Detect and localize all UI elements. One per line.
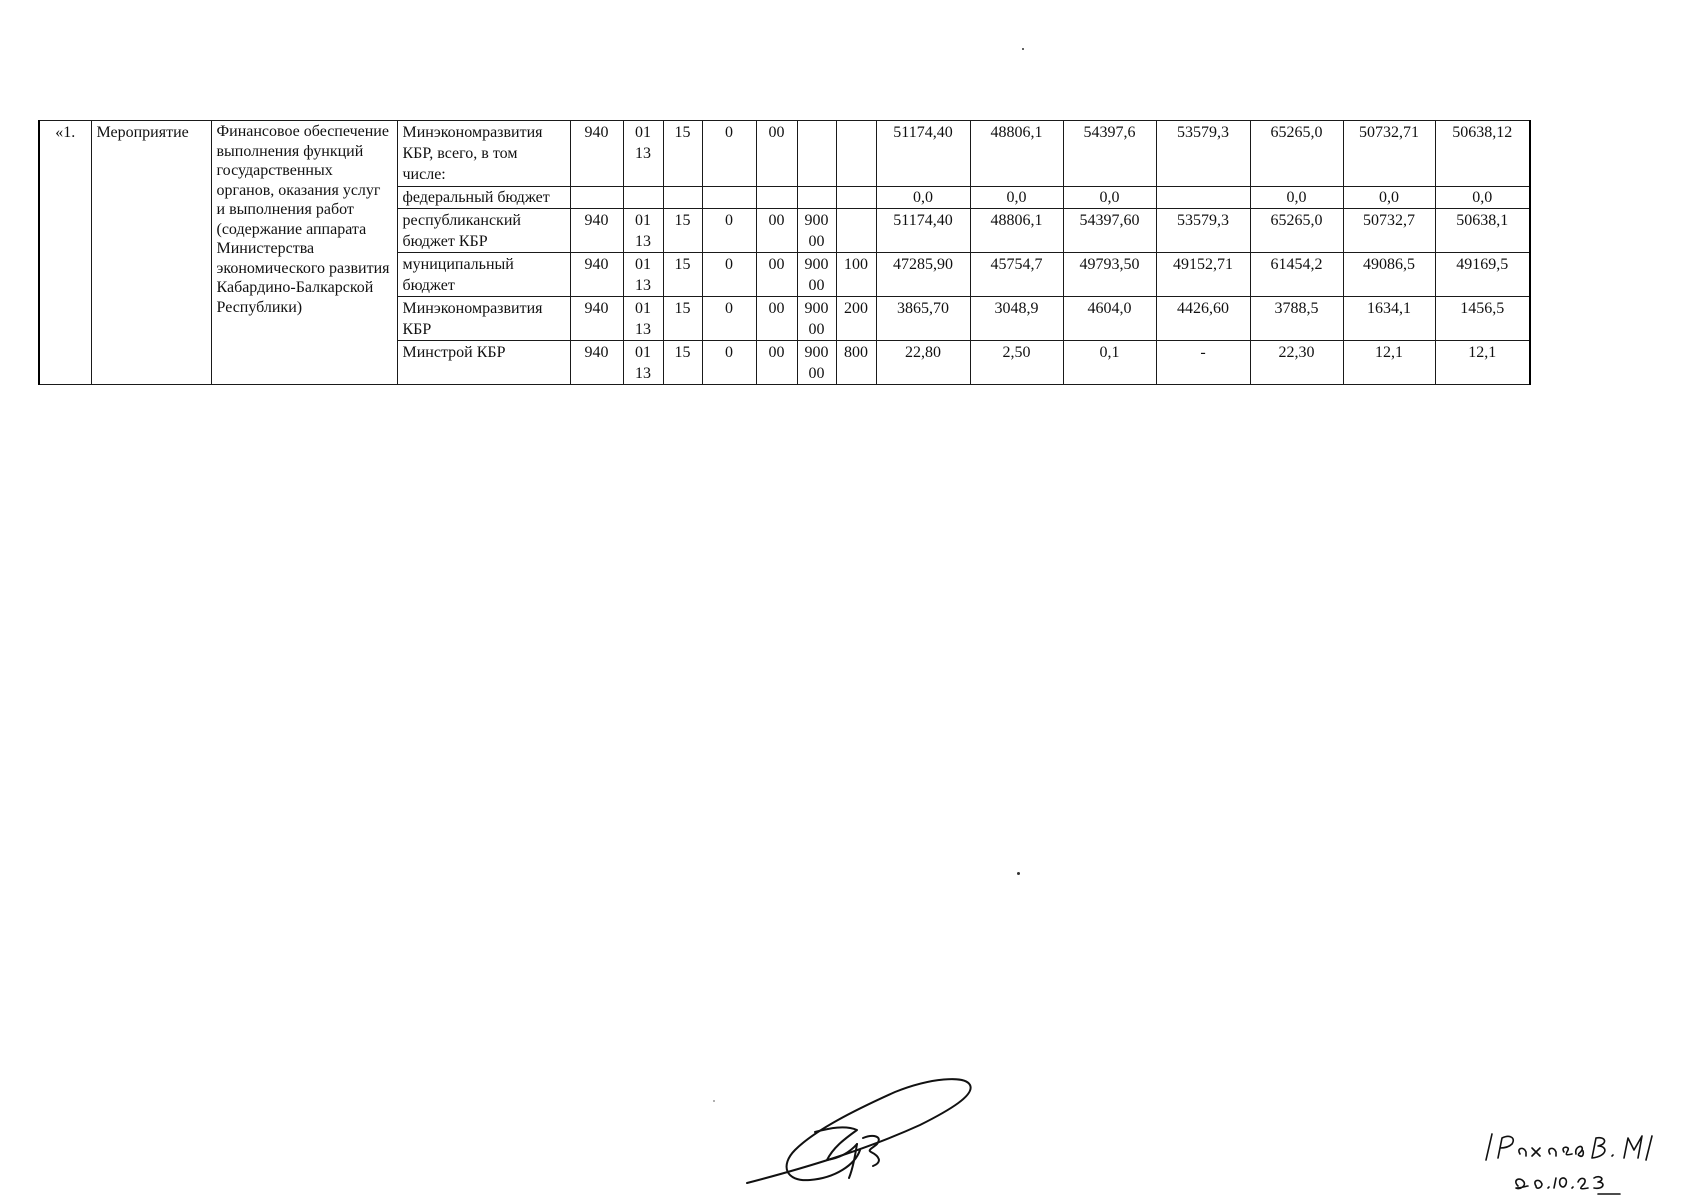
funding-source-cell: муниципальный бюджет [397,253,570,297]
year-amount-cell: 22,30 [1250,341,1343,385]
year-amount-cell: 0,1 [1063,341,1156,385]
section-code-cell [623,187,663,209]
grbs-code-cell: 940 [570,209,623,253]
year-amount-cell: 0,0 [1063,187,1156,209]
year-amount-cell: 49169,5 [1435,253,1530,297]
year-amount-cell: 54397,6 [1063,121,1156,187]
direction-code: 900 [804,344,829,361]
year-amount-cell: 1634,1 [1343,297,1435,341]
year-amount-cell: 12,1 [1435,341,1530,385]
table-body [39,121,1530,385]
scan-dot [1017,872,1020,875]
program-code-cell: 15 [663,253,702,297]
item-type-cell: Мероприятие [91,121,211,385]
section-code: 01 [635,212,651,229]
year-amount-cell: 3788,5 [1250,297,1343,341]
section-code-cell [623,341,663,385]
year-amount-cell: 50638,12 [1435,121,1530,187]
expense-type-code-cell: 200 [836,297,876,341]
section-code-cell [623,297,663,341]
scan-dot [1022,48,1024,50]
main-event-code-cell: 00 [756,341,797,385]
year-amount-cell: 49086,5 [1343,253,1435,297]
year-amount-cell: 1456,5 [1435,297,1530,341]
year-amount-cell: 49793,50 [1063,253,1156,297]
scan-dot [713,1100,715,1102]
grbs-code-cell [570,187,623,209]
grbs-code-cell: 940 [570,297,623,341]
direction-code: 900 [804,256,829,273]
year-amount-cell: 51174,40 [876,209,970,253]
year-amount-cell: 3048,9 [970,297,1063,341]
expense-type-code-cell: 100 [836,253,876,297]
section-code: 01 [635,300,651,317]
subsection-code: 13 [635,365,651,382]
program-code-cell: 15 [663,297,702,341]
year-amount-cell: 50732,7 [1343,209,1435,253]
signature-graphic [745,1070,975,1190]
grbs-code-cell: 940 [570,121,623,187]
program-code-cell [663,187,702,209]
year-amount-cell: 0,0 [970,187,1063,209]
budget-table [38,120,1531,385]
funding-source-cell: республиканский бюджет КБР [397,209,570,253]
program-code-cell: 15 [663,209,702,253]
section-code-cell [623,253,663,297]
year-amount-cell: 4426,60 [1156,297,1250,341]
year-amount-cell: - [1156,341,1250,385]
year-amount-cell: 2,50 [970,341,1063,385]
subprogram-code-cell: 0 [702,209,756,253]
expense-type-code-cell [836,121,876,187]
table-row [39,121,1530,187]
year-amount-cell: 51174,40 [876,121,970,187]
direction-code-cell [797,187,836,209]
section-code: 01 [635,256,651,273]
section-code: 01 [635,344,651,361]
year-amount-cell: 54397,60 [1063,209,1156,253]
year-amount-cell: 12,1 [1343,341,1435,385]
grbs-code-cell: 940 [570,341,623,385]
main-event-code-cell: 00 [756,209,797,253]
year-amount-cell: 0,0 [1250,187,1343,209]
year-amount-cell: 65265,0 [1250,121,1343,187]
year-amount-cell: 22,80 [876,341,970,385]
year-amount-cell: 0,0 [1435,187,1530,209]
direction-code-suffix: 00 [808,365,825,382]
funding-source-cell: Минэкономразвития КБР, всего, в том числе: [397,121,570,187]
direction-code-suffix: 00 [808,321,825,338]
year-amount-cell: 61454,2 [1250,253,1343,297]
year-amount-cell [1156,187,1250,209]
subsection-code: 13 [635,321,651,338]
funding-source-cell: федеральный бюджет [397,187,570,209]
direction-code-cell [797,253,836,297]
row-number-cell: «1. [39,121,91,385]
year-amount-cell: 49152,71 [1156,253,1250,297]
year-amount-cell: 48806,1 [970,209,1063,253]
subprogram-code-cell: 0 [702,121,756,187]
section-code: 01 [635,124,651,141]
section-code-cell [623,209,663,253]
expense-type-code-cell [836,187,876,209]
year-amount-cell: 48806,1 [970,121,1063,187]
year-amount-cell: 45754,7 [970,253,1063,297]
subsection-code: 13 [635,233,651,250]
year-amount-cell: 47285,90 [876,253,970,297]
section-code-cell [623,121,663,187]
year-amount-cell: 0,0 [1343,187,1435,209]
direction-code: 900 [804,300,829,317]
year-amount-cell: 0,0 [876,187,970,209]
subprogram-code-cell: 0 [702,297,756,341]
program-code-cell: 15 [663,341,702,385]
funding-source-cell: Минэкономразвития КБР [397,297,570,341]
main-event-code-cell: 00 [756,253,797,297]
year-amount-cell: 50638,1 [1435,209,1530,253]
main-event-code-cell: 00 [756,121,797,187]
subsection-code: 13 [635,277,651,294]
year-amount-cell: 65265,0 [1250,209,1343,253]
subprogram-code-cell [702,187,756,209]
direction-code-cell [797,121,836,187]
subsection-code: 13 [635,145,651,162]
item-title-cell: Финансовое обеспечение выполнения функций государственных органов, оказания услуг и выполнения работ (содержание аппарата Министерства экономического развития Кабардино-Балкарской Республики) [211,121,397,385]
year-amount-cell: 4604,0 [1063,297,1156,341]
program-code-cell: 15 [663,121,702,187]
direction-code-suffix: 00 [808,277,825,294]
grbs-code-cell: 940 [570,253,623,297]
subprogram-code-cell: 0 [702,341,756,385]
main-event-code-cell: 00 [756,297,797,341]
year-amount-cell: 50732,71 [1343,121,1435,187]
direction-code: 900 [804,212,829,229]
funding-source-cell: Минстрой КБР [397,341,570,385]
expense-type-code-cell [836,209,876,253]
handwritten-note-graphic [1480,1128,1680,1198]
year-amount-cell: 3865,70 [876,297,970,341]
expense-type-code-cell: 800 [836,341,876,385]
direction-code-cell [797,209,836,253]
year-amount-cell: 53579,3 [1156,209,1250,253]
direction-code-cell [797,341,836,385]
year-amount-cell: 53579,3 [1156,121,1250,187]
subprogram-code-cell: 0 [702,253,756,297]
direction-code-suffix: 00 [808,233,825,250]
main-event-code-cell [756,187,797,209]
direction-code-cell [797,297,836,341]
